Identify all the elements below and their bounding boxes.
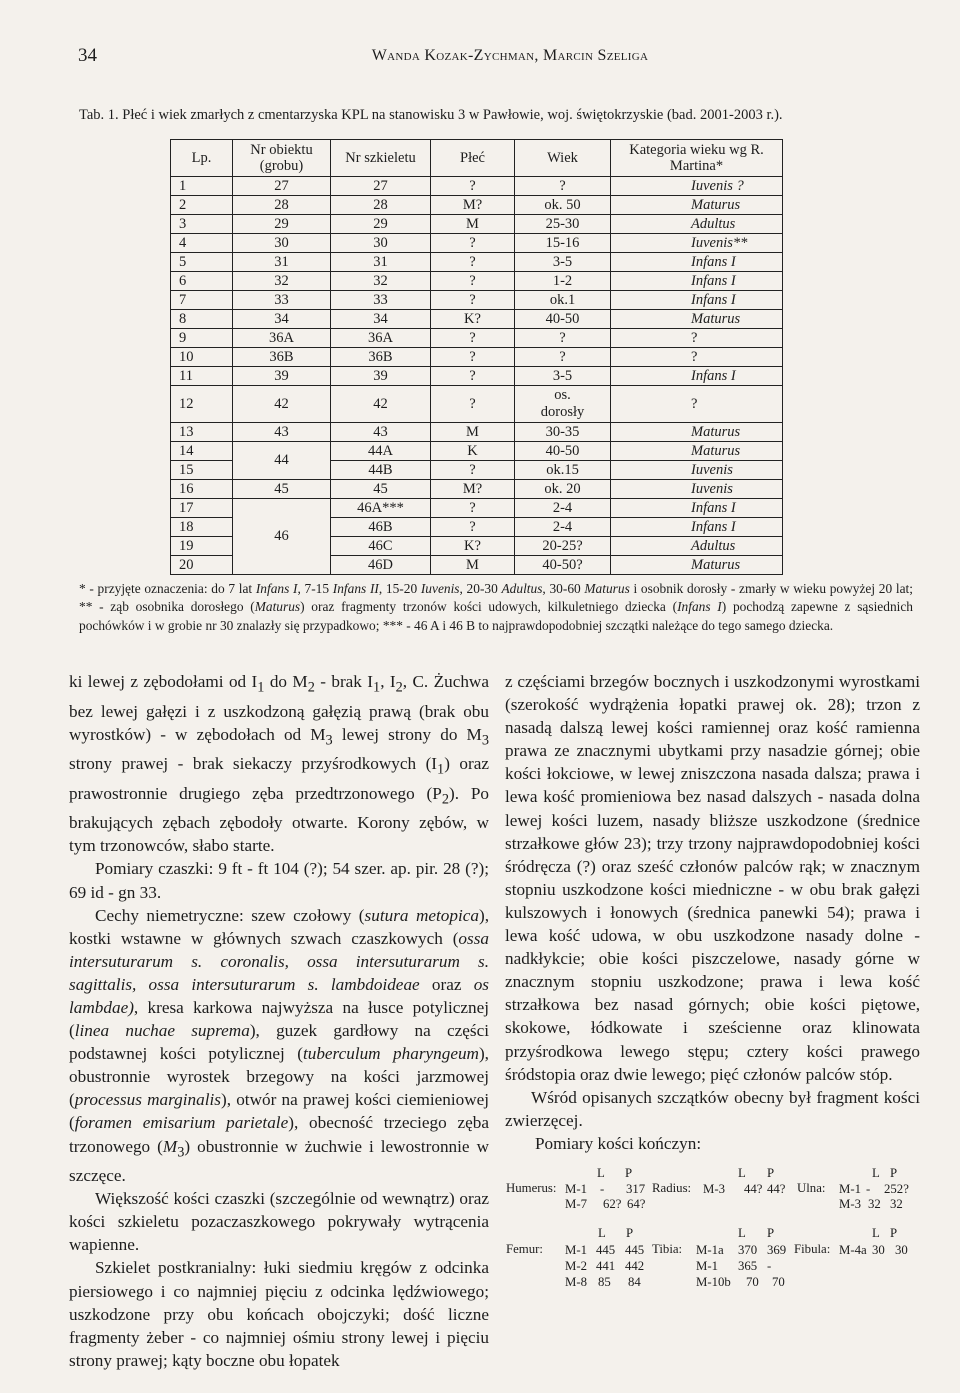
cell-plec: ?: [431, 348, 515, 367]
cell-wiek: 3-5: [515, 253, 611, 272]
cell-plec: ?: [431, 272, 515, 291]
measurement-value: M-1: [696, 1259, 719, 1273]
footnote-term: Maturus: [584, 581, 630, 596]
text: ) oraz prawostronnie drugiego zęba przedtrzonowego (P: [69, 754, 489, 803]
text: , kresa karkowa najwyższa na łusce potylicznej (: [69, 997, 489, 1041]
cell-plec: M: [431, 556, 515, 575]
measurement-value: 445: [625, 1243, 645, 1257]
cell-kategoria: Maturus: [611, 196, 783, 215]
header-lp: Lp.: [171, 140, 233, 177]
measurement-value: M-1: [565, 1243, 588, 1257]
measurement-value: 70: [772, 1275, 785, 1289]
measurement-value: 445: [596, 1243, 616, 1257]
header-plec: Płeć: [431, 140, 515, 177]
cell-szkielet: 39: [331, 367, 431, 386]
term: os lambdae): [69, 974, 489, 1017]
cell-lp: 7: [171, 291, 233, 310]
footnote-text: i osobnik dorosły - zmarły w wieku powyżej 20 lat; ** - ząb osobnika dorosłego (: [79, 581, 913, 615]
text: ) obustronnie w żuchwie i lewostronnie w szczęce.: [69, 1136, 489, 1186]
cell-obiekt: 39: [233, 367, 331, 386]
measurement-value: 32: [890, 1197, 903, 1211]
cell-obiekt: 28: [233, 196, 331, 215]
cell-szkielet: 32: [331, 272, 431, 291]
measurement-value: M-3: [839, 1197, 862, 1211]
text: ), otwór na prawej kości ciemieniowej (: [69, 1090, 490, 1133]
cell-lp: 2: [171, 196, 233, 215]
cell-plec: ?: [431, 367, 515, 386]
cell-wiek: ok.15: [515, 461, 611, 480]
measurement-value: 85: [598, 1275, 611, 1289]
cell-plec: ?: [431, 234, 515, 253]
paragraph-calcification: Większość kości czaszki (szczególnie od wewnątrz) oraz kości szkieletu pozaczaszkowego pokrywały wytrącenia wapienne.: [69, 1189, 489, 1255]
cell-wiek: 15-16: [515, 234, 611, 253]
cell-kategoria: Iuvenis: [611, 480, 783, 499]
cell-lp: 10: [171, 348, 233, 367]
cell-plec: ?: [431, 518, 515, 537]
subscript: 3: [177, 1143, 185, 1160]
limb-measurements-title: Pomiary kości kończyn:: [535, 1133, 702, 1153]
cell-plec: ?: [431, 499, 515, 518]
cell-lp: 13: [171, 423, 233, 442]
cell-szkielet: 27: [331, 177, 431, 196]
cell-lp: 19: [171, 537, 233, 556]
cell-kategoria: Maturus: [611, 442, 783, 461]
measurement-value: Radius:: [652, 1181, 692, 1195]
text: Cechy niemetryczne: szew czołowy (: [95, 905, 365, 925]
cell-lp: 8: [171, 310, 233, 329]
cell-lp: 3: [171, 215, 233, 234]
measurement-value: 369: [767, 1243, 787, 1257]
cell-wiek: 20-25?: [515, 537, 611, 556]
measurement-value: -: [767, 1259, 772, 1273]
subscript: 1: [257, 679, 265, 696]
cell-obiekt: 29: [233, 215, 331, 234]
measurement-value: L: [872, 1226, 880, 1240]
footnote-term: Infans II: [332, 581, 379, 596]
cell-wiek: ?: [515, 177, 611, 196]
cell-kategoria: Maturus: [611, 310, 783, 329]
cell-lp: 6: [171, 272, 233, 291]
cell-plec: M?: [431, 480, 515, 499]
text: , C. Żuchwa bez lewej gałęzi i z uszkodzoną gałęzią prawą (brak obu wyrostków) - w zębodołach od M: [69, 672, 489, 744]
measurement-value: L: [597, 1166, 605, 1180]
measurement-value: 441: [596, 1259, 616, 1273]
measurement-value: 30: [895, 1243, 908, 1257]
cell-kategoria: Infans I: [611, 253, 783, 272]
cell-wiek: 3-5: [515, 367, 611, 386]
measurement-value: 30: [872, 1243, 885, 1257]
cell-lp: 5: [171, 253, 233, 272]
cell-szkielet: 29: [331, 215, 431, 234]
footnote-text: , 15-20: [378, 581, 421, 596]
header-wiek: Wiek: [515, 140, 611, 177]
subscript: 2: [395, 679, 403, 696]
measurement-value: M-1: [565, 1182, 588, 1196]
text: , I: [380, 672, 396, 691]
footnote-text: * - przyjęte oznaczenia: do 7 lat: [79, 581, 256, 596]
cell-szkielet: 45: [331, 480, 431, 499]
text: - brak I: [314, 672, 374, 691]
cell-kategoria: Infans I: [611, 518, 783, 537]
footnote-text: , 7-15: [297, 581, 333, 596]
measurement-value: -: [600, 1182, 605, 1196]
measurement-value: M-1a: [696, 1243, 724, 1257]
cell-lp: 12: [171, 386, 233, 423]
cell-obiekt: 36A: [233, 329, 331, 348]
footnote-text: ) pochodzą zapewne z sąsiednich pochówków i w grobie nr 30 znalazły się przypadkowo; *** - 46 A i 46 B to najprawdopodobniej szczątki należące do tego samego dziecka.: [79, 599, 913, 633]
cell-plec: ?: [431, 253, 515, 272]
measurement-value: P: [890, 1226, 898, 1240]
cell-lp: 20: [171, 556, 233, 575]
cell-plec: ?: [431, 386, 515, 423]
text: do M: [264, 672, 308, 691]
cell-lp: 11: [171, 367, 233, 386]
subscript: 2: [307, 679, 315, 696]
footnote-text: , 20-30: [459, 581, 502, 596]
cell-obiekt: 42: [233, 386, 331, 423]
subscript: 1: [437, 761, 445, 778]
cell-lp: 14: [171, 442, 233, 461]
measurement-value: -: [866, 1182, 871, 1196]
cell-obiekt: 32: [233, 272, 331, 291]
cell-wiek: ok. 20: [515, 480, 611, 499]
cell-szkielet: 28: [331, 196, 431, 215]
cell-plec: ?: [431, 177, 515, 196]
cell-wiek: 1-2: [515, 272, 611, 291]
measurement-value: M-7: [565, 1197, 588, 1211]
footnote-term: Infans I: [677, 599, 722, 615]
measurement-value: P: [890, 1166, 898, 1180]
measurement-value: 32: [868, 1197, 881, 1211]
cell-obiekt: 34: [233, 310, 331, 329]
subscript: 3: [325, 732, 333, 749]
cell-plec: ?: [431, 329, 515, 348]
text: lewej strony do M: [332, 724, 482, 744]
cell-plec: K: [431, 442, 515, 461]
cell-kategoria: Maturus: [611, 423, 783, 442]
cell-kategoria: ?: [611, 348, 783, 367]
cell-obiekt: 43: [233, 423, 331, 442]
cell-wiek: ok.1: [515, 291, 611, 310]
cell-szkielet: 31: [331, 253, 431, 272]
subscript: 1: [373, 679, 381, 696]
measurement-value: P: [625, 1166, 633, 1180]
running-head: Wanda Kozak-Zychman, Marcin Szeliga: [371, 47, 649, 64]
footnote-text: , 30-60: [542, 581, 585, 596]
footnote-term: Adultus: [501, 581, 543, 596]
cell-obiekt: 31: [233, 253, 331, 272]
measurement-value: M-4a: [839, 1243, 867, 1257]
cell-lp: 18: [171, 518, 233, 537]
cell-kategoria: Infans I: [611, 367, 783, 386]
table-caption: Tab. 1. Płeć i wiek zmarłych z cmentarzyska KPL na stanowisku 3 w Pawłowie, woj. świętokrzyskie (bad. 2001-2003 r.).: [79, 107, 783, 123]
cell-kategoria: Adultus: [611, 537, 783, 556]
cell-wiek: 2-4: [515, 518, 611, 537]
text: oraz: [419, 974, 474, 994]
cell-szkielet: 36A: [331, 329, 431, 348]
term: M: [162, 1136, 178, 1156]
term: processus marginalis: [74, 1090, 221, 1110]
cell-szkielet: 44A: [331, 442, 431, 461]
measurement-value: 70: [746, 1275, 759, 1289]
cell-lp: 1: [171, 177, 233, 196]
cell-obiekt: 46: [233, 499, 331, 575]
header-nr-szkieletu: Nr szkieletu: [331, 140, 431, 177]
cell-kategoria: Infans I: [611, 499, 783, 518]
measurement-value: M-1: [839, 1182, 862, 1196]
cell-szkielet: 46B: [331, 518, 431, 537]
footnote-term: Maturus: [254, 599, 301, 615]
cell-szkielet: 33: [331, 291, 431, 310]
text: ), obecność trzeciego zęba trzonowego (: [69, 1113, 489, 1156]
cell-plec: M: [431, 215, 515, 234]
cell-kategoria: Maturus: [611, 556, 783, 575]
cell-lp: 4: [171, 234, 233, 253]
cell-obiekt: 36B: [233, 348, 331, 367]
measurement-value: L: [738, 1166, 746, 1180]
text: ), kostki wstawne w głównych szwach czaszkowych (: [69, 905, 490, 948]
cell-szkielet: 43: [331, 423, 431, 442]
cell-szkielet: 34: [331, 310, 431, 329]
cell-wiek: 30-35: [515, 423, 611, 442]
measurement-value: 252?: [884, 1182, 909, 1196]
term: sutura metopica: [364, 905, 479, 925]
cell-szkielet: 46D: [331, 556, 431, 575]
measurement-value: Tibia:: [652, 1242, 683, 1256]
measurement-value: M-3: [703, 1182, 726, 1196]
cell-plec: ?: [431, 461, 515, 480]
text: ), guzek gardłowy na części podstawnej kości potylicznej (: [69, 1021, 489, 1064]
paragraph-skull-measurements: Pomiary czaszki: 9 ft - ft 104 (?); 54 szer. ap. pir. 28 (?); 69 id - gn 33.: [69, 859, 489, 902]
cell-kategoria: Iuvenis ?: [611, 177, 783, 196]
measurement-value: Humerus:: [506, 1181, 557, 1195]
term: ossa intersuturarum s. coronalis, ossa intersuturarum s. sagittalis, ossa intersuturarum s. lambdoideae: [69, 928, 489, 994]
cell-szkielet: 42: [331, 386, 431, 423]
cell-lp: 9: [171, 329, 233, 348]
paragraph-animal-bone: Wśród opisanych szczątków obecny był fragment kości zwierzęcej.: [505, 1087, 920, 1130]
cell-lp: 16: [171, 480, 233, 499]
measurement-value: Fibula:: [794, 1242, 831, 1256]
cell-obiekt: 30: [233, 234, 331, 253]
measurement-value: 62?: [603, 1197, 622, 1211]
cell-szkielet: 36B: [331, 348, 431, 367]
measurement-value: 370: [738, 1243, 758, 1257]
measurement-value: 365: [738, 1259, 758, 1273]
cell-kategoria: Adultus: [611, 215, 783, 234]
cell-szkielet: 44B: [331, 461, 431, 480]
cell-plec: M?: [431, 196, 515, 215]
measurement-value: L: [872, 1166, 880, 1180]
measurement-value: 317: [626, 1182, 646, 1196]
measurement-value: 44?: [744, 1182, 763, 1196]
measurement-value: 44?: [767, 1182, 786, 1196]
cell-wiek: 40-50: [515, 442, 611, 461]
footnote-term: Iuvenis: [420, 581, 460, 596]
term: foramen emisarium parietale: [74, 1113, 289, 1133]
cell-kategoria: Infans I: [611, 291, 783, 310]
measurement-value: M-2: [565, 1259, 588, 1273]
cell-lp: 15: [171, 461, 233, 480]
page-number: 34: [78, 45, 97, 66]
measurement-value: M-8: [565, 1275, 588, 1289]
cell-lp: 17: [171, 499, 233, 518]
cell-szkielet: 46A***: [331, 499, 431, 518]
measurement-value: P: [767, 1226, 775, 1240]
measurement-value: Femur:: [506, 1242, 543, 1256]
cell-wiek: 2-4: [515, 499, 611, 518]
cell-szkielet: 30: [331, 234, 431, 253]
measurement-value: 442: [625, 1259, 645, 1273]
measurement-value: P: [767, 1166, 775, 1180]
cell-wiek: 40-50: [515, 310, 611, 329]
cell-obiekt: 33: [233, 291, 331, 310]
paragraph-bones: z częściami brzegów bocznych i uszkodzonymi wyrostkami (szerokość wydrążenia łopatki prawej ok. 28); trzon z nasadą dalszą lewej kości ramiennej oraz kość ramienna prawa ze znacznymi ubytkami przy nasadzie górnej; obie kości łokciowe, w lewej zniszczona nasada dalsza; prawa i lewa kość promieniowa bez nasad dalszych - nasada dolna lewej kości luzem, nasady bliższe uszkodzone (średnice strzałkowe głów 23); trzy trzony najprawdopodobniej kości śródręcza (?) oraz sześć członów palców rąk; w znacznym stopniu uszkodzone kości miedniczne - w obu brak gałęzi kulszowych i łonowych (średnica panewki 54); prawa i lewa kość udowa, w obu uszkodzone nasady dolne - nadkłykcie; obie kości piszczelowe, nasady górne w znacznym stopniu uszkodzone; prawa i lewa kość strzałkowa bez nasad górnych; obie kości piętowe, skokowe, łódkowate i sześcienne oraz klinowata przyśrodkowa lewego stępu; cztery kości prawego śródstopia oraz dwie lewego; pięć członów palców stóp.: [505, 672, 920, 1084]
text: ), obustronnie wyrostek brzegowy na kości jarzmowej (: [69, 1044, 489, 1110]
cell-line: dorosły: [540, 404, 585, 420]
cell-obiekt: 45: [233, 480, 331, 499]
footnote-text: ) oraz fragmenty trzonów kości udowych, kilkuletniego dziecka (: [300, 599, 678, 615]
subscript: 3: [481, 732, 489, 749]
measurement-value: 64?: [627, 1197, 646, 1211]
cell-kategoria: ?: [611, 386, 783, 423]
measurement-value: M-10b: [696, 1275, 731, 1289]
measurement-value: 84: [628, 1275, 641, 1289]
text: strony prawej - brak siekaczy przyśrodkowych (I: [69, 754, 438, 774]
cell-wiek: ?: [515, 329, 611, 348]
paragraph-postcranial: Szkielet postkranialny: łuki siedmiu kręgów z odcinka piersiowego i co najmniej pięciu z odcinka lędźwiowego; uszkodzone przy obu końcach obojczyki; dość liczne fragmenty żeber - co najmniej ośmiu strony lewej i pięciu strony prawej; kąty boczne obu łopatek: [69, 1258, 489, 1370]
cell-line: os.: [554, 387, 571, 403]
text: ki lewej z zębodołami od I: [69, 672, 258, 691]
cell-szkielet: 46C: [331, 537, 431, 556]
measurement-value: L: [738, 1226, 746, 1240]
footnote-term: Infans I: [255, 581, 298, 596]
term: tuberculum pharyngeum: [302, 1044, 479, 1064]
header-nr-obiektu: Nr obiektu (grobu): [233, 140, 331, 177]
cell-plec: ?: [431, 291, 515, 310]
cell-wiek: 25-30: [515, 215, 611, 234]
cell-obiekt: 27: [233, 177, 331, 196]
measurement-value: Ulna:: [797, 1181, 826, 1195]
cell-wiek: ok. 50: [515, 196, 611, 215]
cell-kategoria: Iuvenis**: [611, 234, 783, 253]
cell-kategoria: Infans I: [611, 272, 783, 291]
text: ). Po brakujących zębach zębodoły otwarte. Korony zębów, w tym trzonowców, słabo starte.: [69, 783, 489, 856]
cell-kategoria: ?: [611, 329, 783, 348]
cell-wiek: 40-50?: [515, 556, 611, 575]
measurement-value: L: [598, 1226, 606, 1240]
measurement-value: P: [626, 1226, 634, 1240]
subscript: 2: [441, 791, 449, 808]
term: linea nuchae suprema: [74, 1021, 250, 1041]
cell-plec: K?: [431, 310, 515, 329]
header-kategoria: Kategoria wieku wg R. Martina*: [611, 140, 783, 177]
cell-plec: M: [431, 423, 515, 442]
cell-plec: K?: [431, 537, 515, 556]
cell-kategoria: Iuvenis: [611, 461, 783, 480]
cell-wiek: ?: [515, 348, 611, 367]
cell-obiekt: 44: [233, 442, 331, 480]
